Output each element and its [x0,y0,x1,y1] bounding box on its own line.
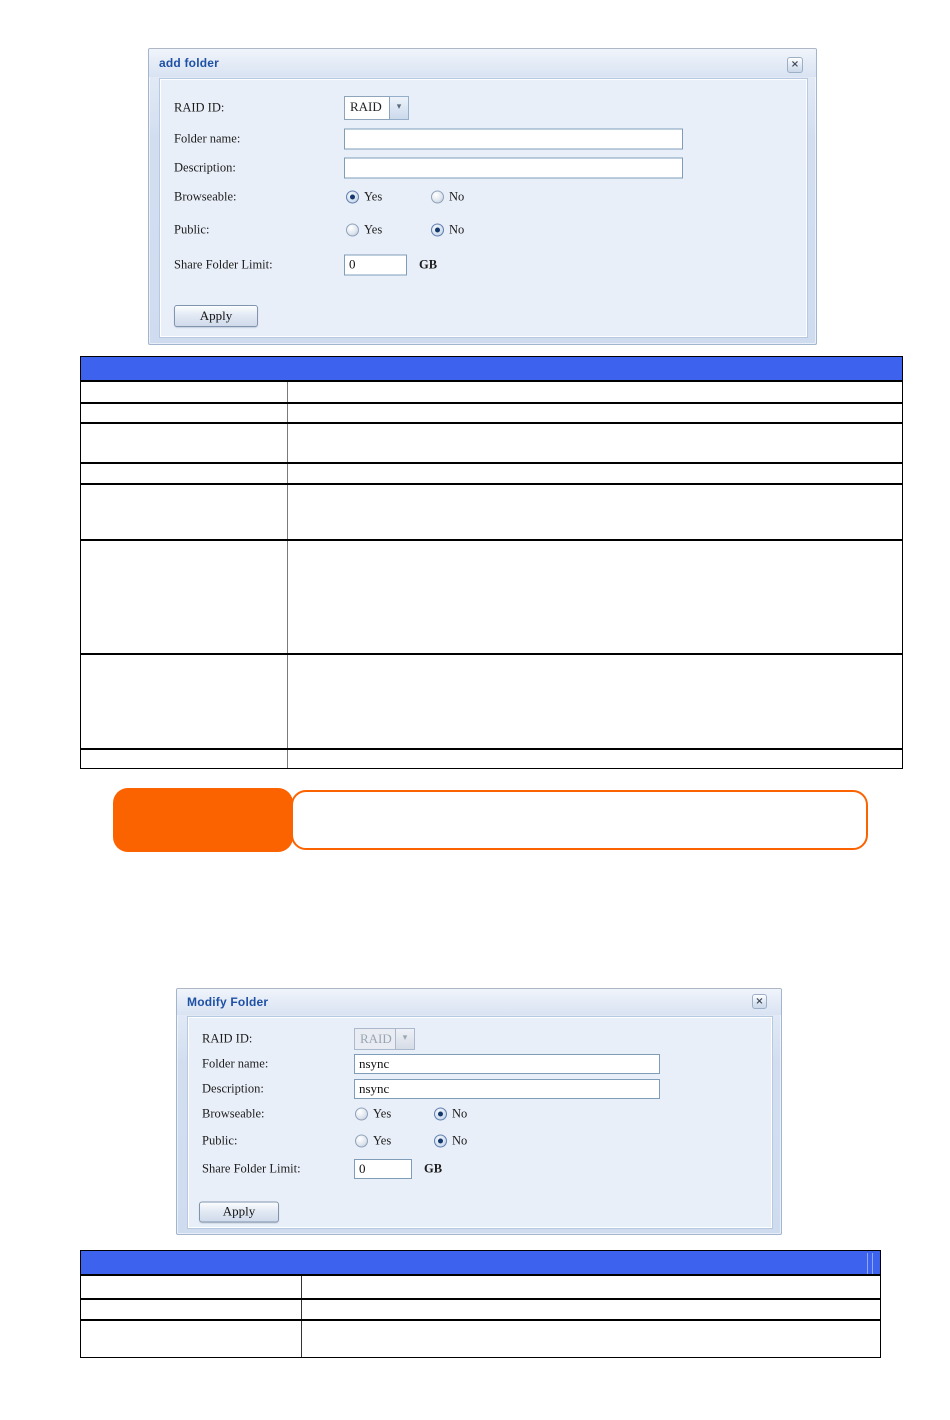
folder-name-input[interactable] [354,1054,660,1074]
table-cell [81,424,288,462]
table-row [81,748,902,768]
public-label: Public: [202,1133,238,1147]
raid-id-select[interactable] [344,96,409,120]
browseable-yes-radio[interactable] [355,1107,368,1120]
apply-row [161,305,806,327]
close-icon[interactable]: × [752,994,767,1009]
browseable-label: Browseable: [202,1106,265,1120]
apply-button[interactable]: Apply [199,1201,279,1222]
add-folder-form-panel [160,79,807,337]
description-label: Description: [174,160,236,174]
public-no-label: No [452,1133,468,1147]
public-label: Public: [174,222,210,236]
table-row [81,483,902,539]
description-input[interactable] [354,1079,660,1099]
table-cell [81,750,288,768]
folder-table-header [81,357,902,380]
table-row [81,402,902,422]
public-yes-label: Yes [373,1133,392,1147]
table-row [81,539,902,653]
table-cell [81,1321,302,1357]
browseable-row [161,189,806,204]
public-no-radio[interactable] [434,1134,447,1147]
folder-name-row [189,1054,771,1074]
description-row [189,1079,771,1099]
table-cell [81,1276,302,1298]
modify-folder-form-panel [188,1017,772,1228]
raid-id-select-disabled [354,1028,415,1050]
share-limit-row [189,1159,771,1179]
table-row [81,653,902,748]
public-row [161,222,806,237]
browseable-row [189,1106,771,1121]
table-cell [81,404,288,422]
share-limit-input[interactable] [354,1159,412,1179]
table-cell [302,1276,880,1298]
folder-fields-table [80,356,903,769]
close-icon[interactable]: × [787,57,803,73]
share-limit-label: Share Folder Limit: [174,257,273,271]
table-cell [81,382,288,402]
table-cell [288,404,902,422]
folder-name-label: Folder name: [202,1056,269,1071]
description-label: Description: [202,1081,264,1096]
browseable-yes-label: Yes [373,1106,392,1120]
table-cell [81,541,288,653]
folder-name-row [161,128,806,149]
share-limit-unit: GB [419,257,438,271]
table-cell [288,464,902,483]
table-row [81,380,902,402]
public-yes-radio[interactable] [346,223,359,236]
chevron-down-icon[interactable]: ▾ [390,96,409,120]
public-no-radio[interactable] [431,223,444,236]
public-yes-radio[interactable] [355,1134,368,1147]
public-no-label: No [449,222,465,236]
add-folder-title: add folder [159,56,220,70]
browseable-no-label: No [452,1106,468,1120]
browseable-no-label: No [449,189,465,203]
modify-folder-title: Modify Folder [187,995,269,1009]
share-limit-row [161,254,806,275]
raid-id-label: RAID ID: [174,100,225,115]
browseable-yes-radio[interactable] [346,190,359,203]
apply-button[interactable]: Apply [174,305,258,327]
table-cell [81,1300,302,1319]
share-limit-input[interactable] [344,254,407,275]
apply-row [189,1201,771,1222]
browseable-no-radio[interactable] [434,1107,447,1120]
raid-id-label: RAID ID: [202,1031,253,1046]
table-cell [288,541,902,653]
table-cell [302,1321,880,1357]
folder-name-label: Folder name: [174,131,241,145]
browseable-no-radio[interactable] [431,190,444,203]
browseable-yes-label: Yes [364,189,383,203]
add-folder-titlebar[interactable] [149,49,816,77]
browseable-label: Browseable: [174,189,237,203]
public-row [189,1133,771,1148]
table-row [81,422,902,462]
modify-table-header [81,1251,880,1274]
table-cell [288,655,902,748]
raid-id-value: RAID [354,1028,396,1050]
table-row [81,1298,880,1319]
table-cell [81,485,288,539]
table-row [81,1319,880,1357]
raid-id-row [189,1028,771,1050]
table-cell [81,655,288,748]
modify-folder-titlebar[interactable] [177,989,781,1015]
raid-id-row [161,96,806,120]
public-yes-label: Yes [364,222,383,236]
table-cell [288,485,902,539]
description-input[interactable] [344,157,683,178]
share-limit-label: Share Folder Limit: [202,1161,301,1176]
folder-name-input[interactable] [344,128,683,149]
raid-id-value: RAID [344,96,390,120]
note-bubble [291,790,868,850]
table-cell [288,750,902,768]
table-cell [288,424,902,462]
table-row [81,1274,880,1298]
table-cell [302,1300,880,1319]
modify-fields-table [80,1250,881,1358]
table-cell [288,382,902,402]
table-cell [81,464,288,483]
share-limit-unit: GB [424,1161,443,1176]
description-row [161,157,806,178]
modify-folder-dialog [176,988,782,1235]
table-row [81,462,902,483]
add-folder-dialog [148,48,817,345]
chevron-down-icon: ▾ [396,1028,415,1050]
note-badge [113,788,293,852]
